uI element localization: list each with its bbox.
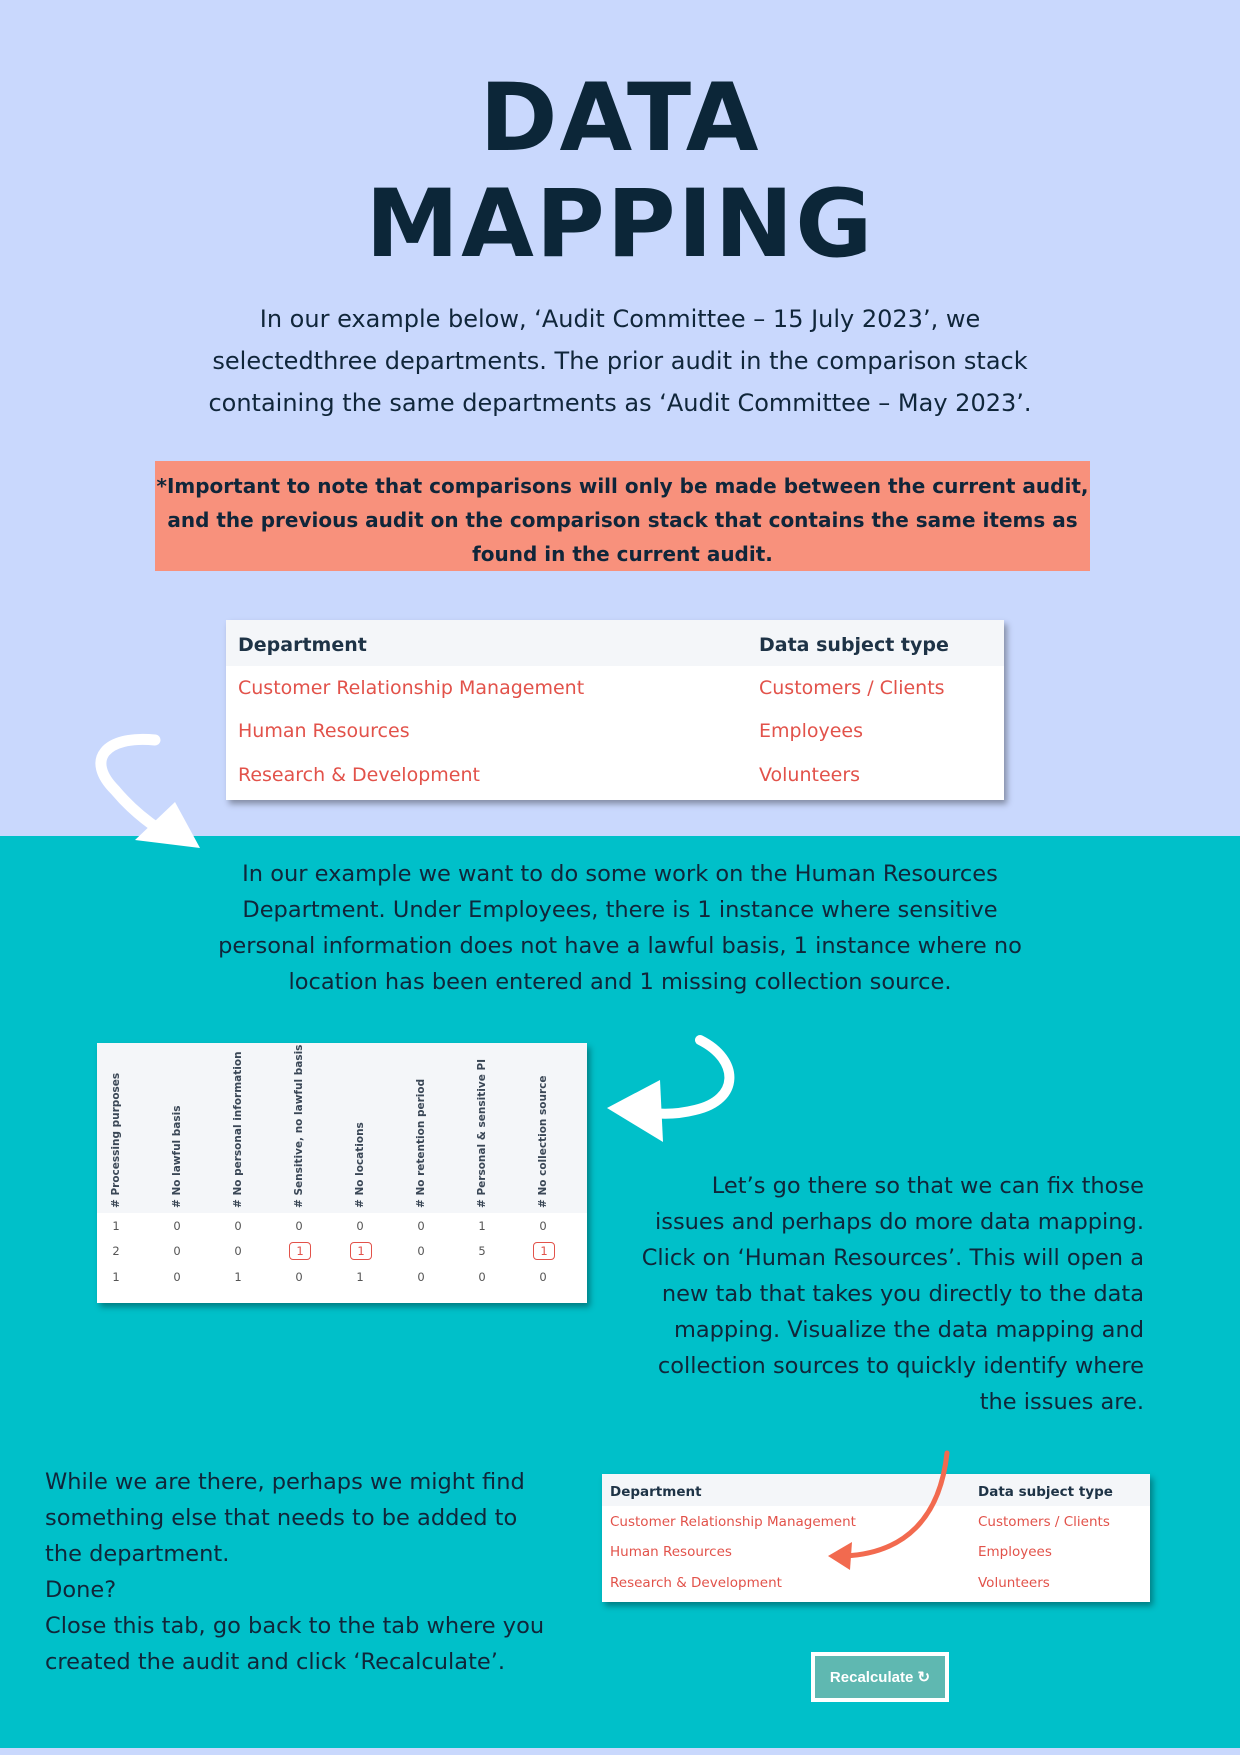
curved-arrow-icon	[85, 730, 215, 860]
instructions-line: collection sources to quickly identify where	[657, 1353, 1144, 1379]
count-cell-link[interactable]: 1	[350, 1242, 372, 1260]
count-cell: 0	[295, 1219, 303, 1233]
subject-link[interactable]: Customers / Clients	[978, 1514, 1110, 1530]
important-note	[155, 461, 1090, 571]
subject-link[interactable]: Employees	[759, 720, 863, 742]
department-link[interactable]: Human Resources	[238, 720, 410, 742]
bottom-strip	[0, 1748, 1240, 1755]
subject-link[interactable]: Volunteers	[759, 764, 861, 786]
count-cell: 0	[417, 1270, 425, 1284]
column-header: # No personal information	[232, 1051, 244, 1208]
department-link[interactable]: Human Resources	[610, 1544, 732, 1560]
intro-paragraph	[150, 298, 1090, 424]
department-table	[226, 620, 1004, 800]
count-cell: 1	[356, 1270, 364, 1284]
recalculate-wrapper	[811, 1652, 949, 1702]
closing-line: created the audit and click ‘Recalculate’.	[45, 1649, 506, 1675]
instructions-line: issues and perhaps do more data mapping.	[654, 1209, 1144, 1235]
count-cell: 0	[173, 1219, 181, 1233]
count-cell: 0	[417, 1219, 425, 1233]
instructions-line: Click on ‘Human Resources’. This will open a	[641, 1245, 1144, 1271]
column-header-department: Department	[610, 1484, 702, 1500]
count-cell: 0	[417, 1244, 425, 1258]
count-cell: 1	[112, 1270, 120, 1284]
count-cell: 5	[478, 1244, 486, 1258]
count-cell: 0	[295, 1270, 303, 1284]
refresh-icon: ↻	[917, 1669, 931, 1686]
curl-arrow-icon	[605, 1030, 745, 1150]
hr-line: location has been entered and 1 missing collection source.	[288, 969, 952, 995]
note-line: *Important to note that comparisons will only be made between the current audit,	[156, 474, 1089, 498]
intro-line: selectedthree departments. The prior audit in the comparison stack	[212, 347, 1028, 375]
recalculate-button[interactable]	[815, 1656, 945, 1698]
note-line: and the previous audit on the comparison stack that contains the same items as	[167, 508, 1078, 532]
count-cell: 1	[478, 1219, 486, 1233]
count-cell-link[interactable]: 1	[289, 1242, 311, 1260]
subject-link[interactable]: Customers / Clients	[759, 677, 945, 699]
column-header-subject: Data subject type	[978, 1484, 1113, 1500]
hr-line: Department. Under Employees, there is 1 instance where sensitive	[242, 897, 998, 923]
hr-line: In our example we want to do some work on the Human Resources	[242, 861, 998, 887]
recalculate-label: Recalculate	[829, 1669, 914, 1686]
count-cell: 1	[112, 1219, 120, 1233]
instructions-line: Let’s go there so that we can fix those	[711, 1173, 1144, 1199]
count-cell: 2	[112, 1244, 120, 1258]
column-header: # No lawful basis	[171, 1105, 183, 1208]
column-header-subject: Data subject type	[759, 634, 949, 656]
column-header: # Personal & sensitive PI	[476, 1058, 488, 1208]
count-cell: 0	[234, 1244, 242, 1258]
intro-line: In our example below, ‘Audit Committee – 15 July 2023’, we	[259, 305, 981, 333]
count-cell: 1	[234, 1270, 242, 1284]
department-link[interactable]: Customer Relationship Management	[238, 677, 585, 699]
count-cell: 0	[539, 1219, 547, 1233]
count-cell: 0	[478, 1270, 486, 1284]
instructions-line: the issues are.	[979, 1389, 1144, 1415]
column-header: # No retention period	[415, 1078, 427, 1208]
page-title-line2: MAPPING	[365, 170, 875, 279]
closing-line: something else that needs to be added to	[45, 1505, 518, 1531]
count-cell: 0	[234, 1219, 242, 1233]
instructions-line: new tab that takes you directly to the data	[661, 1281, 1144, 1307]
count-cell: 0	[173, 1244, 181, 1258]
column-header: # Sensitive, no lawful basis	[293, 1044, 305, 1208]
closing-line: Close this tab, go back to the tab where you	[45, 1613, 545, 1639]
hr-line: personal information does not have a lawful basis, 1 instance where no	[218, 933, 1022, 959]
count-cell-link[interactable]: 1	[533, 1242, 555, 1260]
hr-paragraph	[170, 856, 1070, 1000]
department-link[interactable]: Customer Relationship Management	[610, 1514, 856, 1530]
closing-line: Done?	[45, 1577, 117, 1603]
count-cell: 0	[173, 1270, 181, 1284]
column-header: # No collection source	[537, 1075, 549, 1208]
instructions-paragraph	[600, 1168, 1144, 1420]
count-cell: 0	[356, 1219, 364, 1233]
count-cell: 0	[539, 1270, 547, 1284]
page-title-line1: DATA	[479, 64, 761, 173]
closing-line: While we are there, perhaps we might find	[45, 1469, 525, 1495]
subject-link[interactable]: Employees	[978, 1544, 1052, 1560]
column-header: # Processing purposes	[110, 1072, 122, 1208]
column-header-department: Department	[238, 634, 367, 656]
column-header: # No locations	[354, 1122, 366, 1208]
note-line: found in the current audit.	[472, 542, 773, 566]
pointer-arrow-icon	[810, 1448, 960, 1578]
intro-line: containing the same departments as ‘Audit Committee – May 2023’.	[208, 389, 1032, 417]
department-link[interactable]: Research & Development	[238, 764, 480, 786]
subject-link[interactable]: Volunteers	[978, 1575, 1050, 1591]
instructions-line: mapping. Visualize the data mapping and	[673, 1317, 1144, 1343]
closing-paragraph	[45, 1464, 585, 1680]
department-link[interactable]: Research & Development	[610, 1575, 782, 1591]
closing-line: the department.	[45, 1541, 230, 1567]
